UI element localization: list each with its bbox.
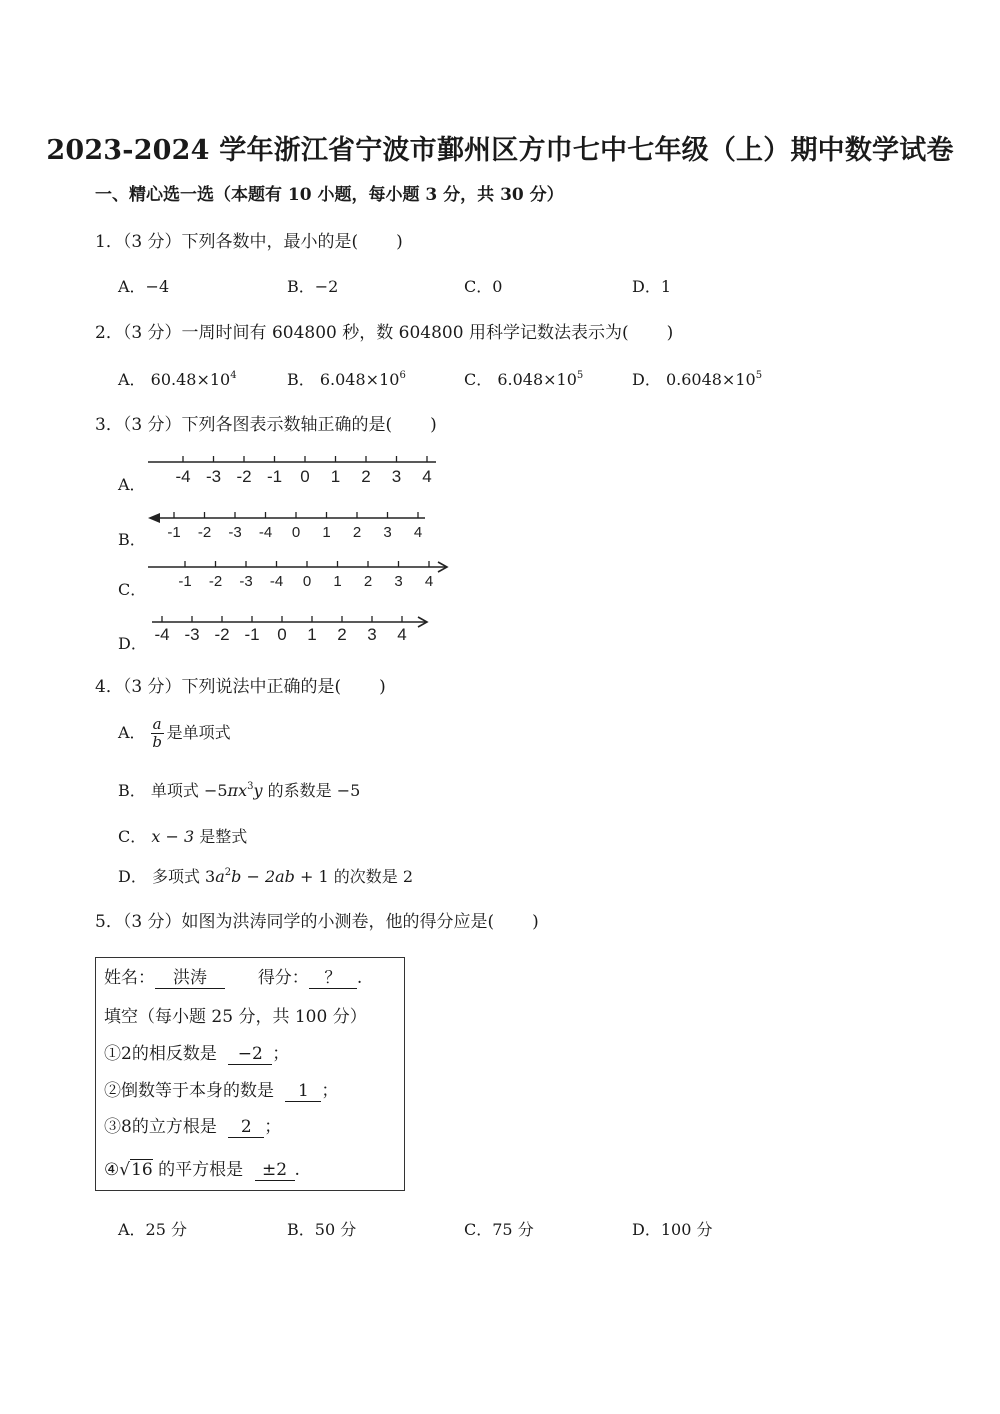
q1-option-b: B．−2 (287, 277, 339, 296)
quiz-item-4-prefix: ④ (104, 1160, 120, 1180)
axis-tick-label: -4 (154, 625, 170, 644)
q4-option-b-label: B． (118, 781, 146, 800)
q5-option-d: D．100 分 (632, 1220, 713, 1239)
axis-tick-label: -4 (175, 467, 191, 486)
q4-option-b-exponent: 3 (247, 781, 254, 792)
axis-tick-label: -2 (208, 573, 223, 590)
quiz-item-1-prompt: ①2的相反数是 (104, 1044, 217, 1064)
q4-option-d-post: + 1 的次数是 2 (294, 867, 414, 886)
quiz-item-1-answer: −2 (228, 1044, 272, 1065)
axis-tick-label: 0 (302, 573, 312, 590)
q2-option-d-exponent: 5 (755, 370, 763, 381)
q2-option-a-label: A． (118, 370, 146, 389)
quiz-item-2 (104, 1076, 338, 1102)
axis-tick-label: 4 (424, 573, 434, 590)
q1-option-c: C．0 (464, 277, 503, 296)
arrow-left-icon (148, 513, 160, 523)
name-label: 姓名： (104, 968, 155, 988)
quiz-item-3-prompt: ③8的立方根是 (104, 1117, 217, 1137)
score-label: 得分： (257, 968, 309, 988)
axis-tick-label: -1 (266, 467, 283, 486)
question-2 (95, 318, 673, 343)
axis-tick-label: -3 (205, 467, 222, 486)
axis-tick-label: 2 (337, 625, 347, 644)
axis-tick-label: 3 (391, 467, 402, 486)
axis-tick-label: 1 (307, 625, 317, 644)
sqrt-icon: √ (119, 1160, 131, 1180)
q2-option-c-base: 6.048×10 (497, 370, 577, 389)
q4-option-a (118, 716, 231, 751)
quiz-item-1-suffix: ； (272, 1044, 290, 1064)
quiz-item-2-prompt: ②倒数等于本身的数是 (104, 1081, 274, 1101)
axis-tick-label: 0 (277, 625, 287, 644)
q2-option-c-label: C． (464, 370, 493, 389)
q3-option-b-label: B． (118, 530, 146, 549)
q4-option-c-label: C． (118, 827, 147, 846)
q2-option-a-base: 60.48×10 (150, 370, 231, 389)
number-line-a (140, 452, 450, 488)
axis-tick-label: -2 (236, 467, 252, 486)
q4-option-a-text: 是单项式 (166, 723, 231, 742)
quiz-item-2-suffix: ； (321, 1081, 339, 1101)
name-value: 洪涛 (155, 963, 225, 989)
axis-tick-label: -1 (244, 625, 260, 644)
number-line-c (140, 556, 460, 592)
score-value: ？ (309, 963, 357, 989)
axis-tick-label: -1 (178, 573, 192, 590)
axis-tick-label: 2 (363, 573, 373, 590)
quiz-item-4-suffix: . (294, 1160, 300, 1180)
quiz-instructions: 填空（每小题 25 分，共 100 分） (104, 1007, 367, 1027)
axis-tick-label: 2 (352, 524, 362, 541)
question-3 (95, 410, 437, 435)
quiz-item-4 (104, 1155, 300, 1181)
axis-tick-label: 4 (397, 625, 407, 644)
quiz-item-2-answer: 1 (285, 1081, 321, 1102)
question-3-close: ) (430, 415, 437, 435)
exam-title: 2023-2024 学年浙江省宁波市鄞州区方巾七中七年级（上）期中数学试卷 (46, 135, 954, 166)
quiz-item-3-answer: 2 (228, 1117, 264, 1138)
number-line-d (140, 610, 440, 646)
fraction (151, 716, 164, 751)
score-period: . (356, 968, 363, 988)
q4-option-d-var2: b − 2ab (231, 867, 295, 886)
question-5-close: ) (532, 912, 539, 932)
axis-tick-label: -1 (167, 524, 181, 541)
q2-option-d (632, 367, 762, 390)
q2-option-b-base: 6.048×10 (319, 370, 400, 389)
axis-tick-label: 4 (413, 524, 423, 541)
axis-tick-label: 0 (291, 524, 301, 541)
quiz-item-1 (104, 1039, 289, 1065)
question-4-close: ) (379, 677, 386, 697)
axis-tick-label: 1 (322, 524, 331, 541)
q4-option-b-text: 的系数是 −5 (262, 781, 361, 800)
axis-tick-label: -3 (228, 524, 242, 541)
q4-option-d-pre: 多项式 3 (151, 867, 216, 886)
axis-tick-label: -2 (214, 625, 230, 644)
q2-option-a (118, 367, 237, 390)
axis-tick-label: -4 (269, 573, 284, 590)
q2-option-c (464, 367, 583, 390)
q4-option-b (118, 778, 360, 801)
q1-option-a: A．−4 (118, 277, 170, 296)
q5-option-a: A．25 分 (118, 1220, 188, 1239)
question-2-close: ) (666, 323, 674, 343)
number-line-b (140, 506, 450, 542)
quiz-item-4-prompt: 的平方根是 (152, 1160, 244, 1180)
axis-tick-label: -3 (239, 573, 253, 590)
question-5 (95, 907, 539, 932)
q5-option-b: B．50 分 (287, 1220, 357, 1239)
q4-option-c (118, 824, 247, 847)
question-1-stem: 1．（3 分）下列各数中，最小的是( (95, 232, 359, 252)
question-5-stem: 5．（3 分）如图为洪涛同学的小测卷，他的得分应是( (95, 912, 495, 932)
quiz-item-3 (104, 1112, 281, 1138)
q3-option-a-label: A． (118, 475, 146, 494)
q2-option-b (287, 367, 406, 390)
q4-option-d-var1: a (215, 867, 225, 886)
question-1 (95, 227, 403, 252)
fraction-denominator: b (152, 733, 162, 751)
q4-option-c-text: 是整式 (194, 827, 248, 846)
q5-option-c: C．75 分 (464, 1220, 534, 1239)
q4-option-b-var1: πx (227, 781, 248, 800)
q2-option-b-exponent: 6 (399, 370, 406, 381)
quiz-paper-box (95, 957, 405, 1191)
axis-tick-label: -2 (197, 524, 212, 541)
q4-option-d-label: D． (118, 867, 147, 886)
question-1-close: ) (396, 232, 403, 252)
axis-tick-label: 2 (361, 467, 371, 486)
question-3-stem: 3．（3 分）下列各图表示数轴正确的是( (95, 415, 393, 435)
quiz-item-3-suffix: ； (264, 1117, 282, 1137)
axis-tick-label: -3 (184, 625, 200, 644)
q4-option-c-expr: x − 3 (151, 827, 195, 846)
q4-option-a-label: A． (118, 723, 146, 742)
q1-option-d: D．1 (632, 277, 672, 296)
q4-option-b-pre: 单项式 −5 (150, 781, 228, 800)
section-heading: 一、精心选一选（本题有 10 小题，每小题 3 分，共 30 分） (95, 185, 564, 205)
axis-tick-label: 0 (300, 467, 310, 486)
q2-option-b-label: B． (287, 370, 315, 389)
sqrt-radicand: 16 (131, 1160, 153, 1180)
question-4 (95, 672, 386, 697)
q2-option-a-exponent: 4 (230, 370, 237, 381)
axis-tick-label: 1 (333, 573, 342, 590)
fraction-numerator: a (152, 715, 162, 733)
q4-option-d-exponent: 2 (224, 867, 232, 878)
q2-option-c-exponent: 5 (576, 370, 584, 381)
q3-option-d-label: D． (118, 634, 147, 653)
axis-tick-label: 4 (422, 467, 432, 486)
q4-option-d (118, 864, 413, 887)
q2-option-d-label: D． (632, 370, 661, 389)
quiz-item-4-answer: ±2 (255, 1160, 295, 1181)
axis-tick-label: 1 (330, 467, 341, 486)
quiz-header-line (104, 963, 362, 989)
axis-tick-label: -4 (258, 524, 273, 541)
axis-tick-label: 3 (383, 524, 392, 541)
q3-option-c-label: C． (118, 580, 147, 599)
axis-tick-label: 3 (367, 625, 377, 644)
question-4-stem: 4．（3 分）下列说法中正确的是( (95, 677, 342, 697)
q4-option-b-var2: y (253, 781, 263, 800)
q2-option-d-base: 0.6048×10 (665, 370, 756, 389)
axis-tick-label: 3 (394, 573, 403, 590)
question-2-stem: 2．（3 分）一周时间有 604800 秒，数 604800 用科学记数法表示为( (95, 323, 629, 343)
